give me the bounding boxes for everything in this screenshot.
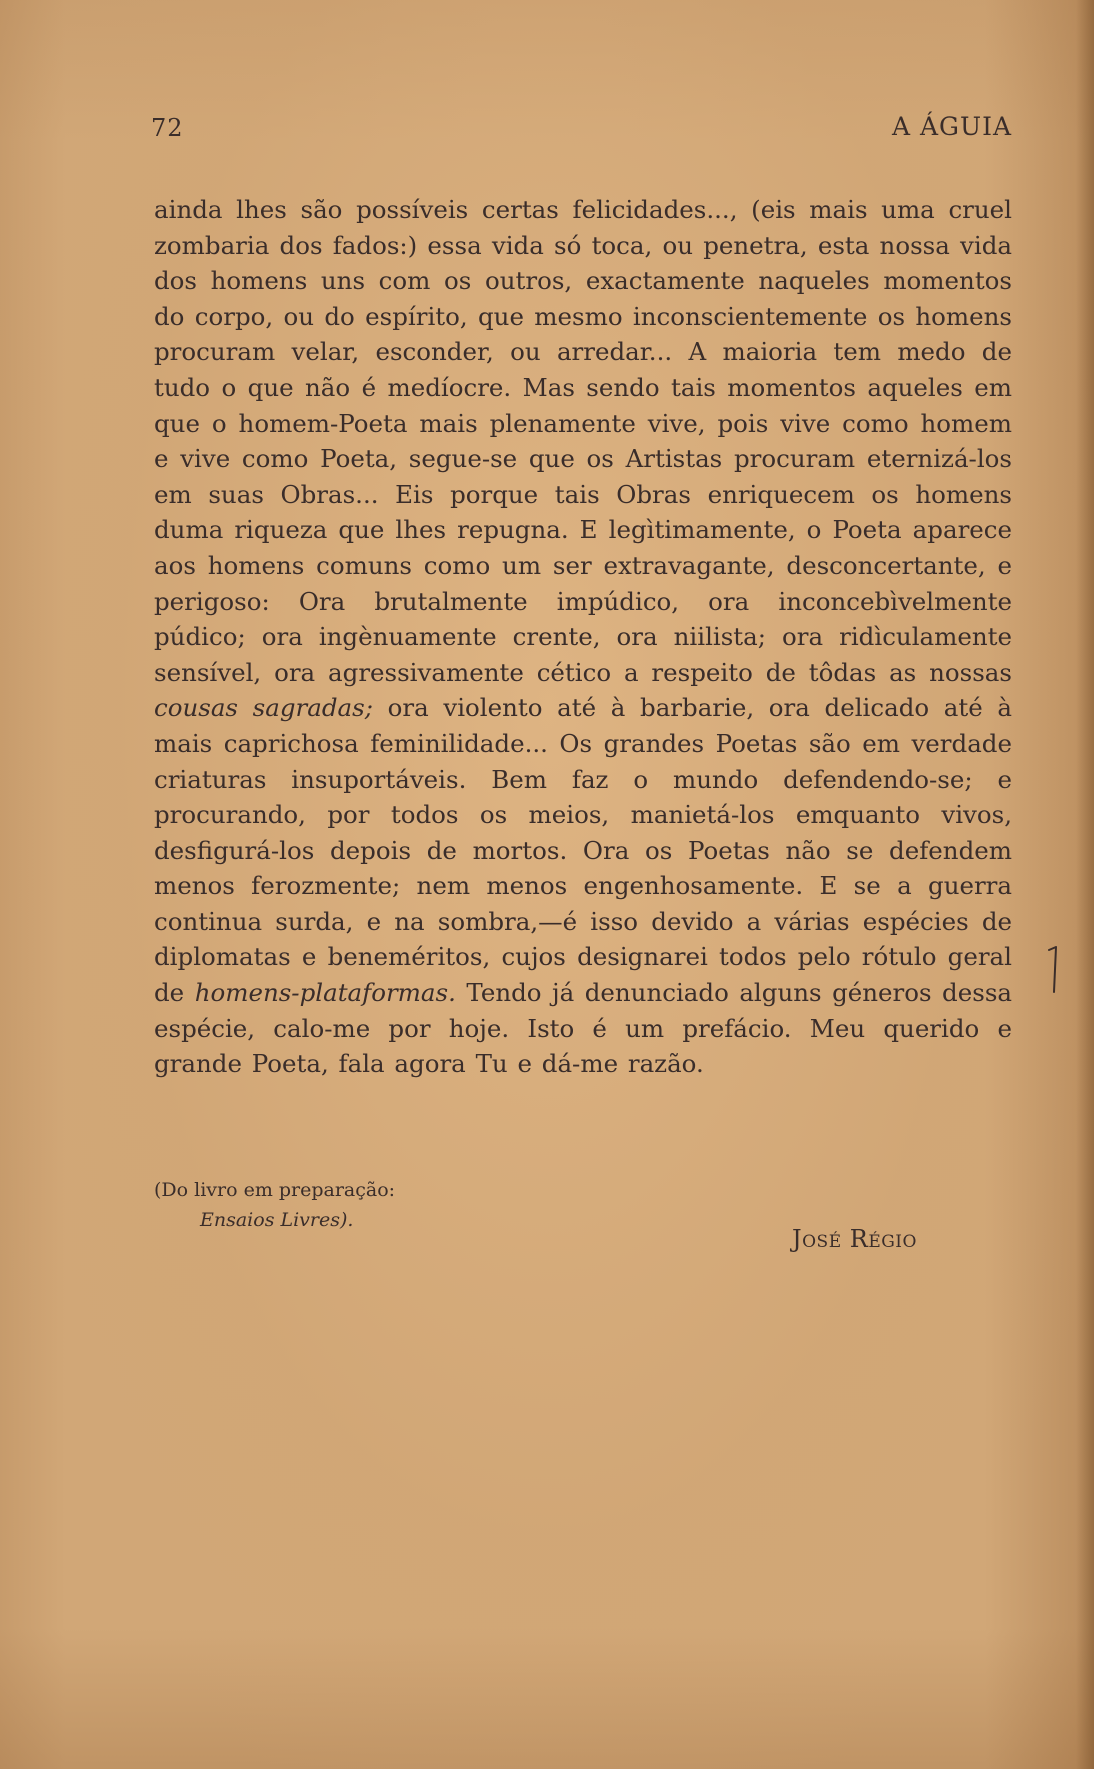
author-signature: José Régio xyxy=(792,1225,917,1253)
running-title: A ÁGUIA xyxy=(891,112,1012,141)
margin-pencil-mark xyxy=(1048,946,1062,994)
source-note xyxy=(154,1175,395,1235)
body-text-part-3: Tendo já denunciado alguns géneros dessa espécie, calo-me por hoje. Isto é um prefácio. Meu querido e grande Poeta, fala agora Tu e dá-me razão. xyxy=(154,978,1012,1079)
italic-phrase-homens-plataformas: homens-plataformas. xyxy=(194,978,456,1008)
page-edge-shadow xyxy=(1076,0,1094,1769)
body-text-part-1: ainda lhes são possíveis certas felicidades..., (eis mais uma cruel zombaria dos fados:) essa vida só toca, ou penetra, esta nossa vida dos homens uns com os outros, exactamente naqueles momentos do corpo, ou do espírito, que mesmo inconscientemente os homens procuram velar, esconder, ou arredar... A maioria tem medo de tudo o que não é medíocre. Mas sendo tais momentos aqueles em que o homem-Poeta mais plenamente vive, pois vive como homem e vive como Poeta, segue-se que os Artistas procuram eternizá-los em suas Obras... Eis porque tais Obras enriquecem os homens duma riqueza que lhes repugna. E legìtimamente, o Poeta aparece aos homens comuns como um ser extravagante, desconcertante, e perigoso: Ora brutalmente impúdico, ora inconcebìvelmente púdico; ora ingènuamente crente, ora niilista; ora ridìculamente sensível, ora agressivamente cético a respeito de tôdas as nossas xyxy=(154,195,1012,687)
source-note-line: (Do livro em preparação: xyxy=(154,1179,396,1201)
source-note-title: Ensaios Livres). xyxy=(200,1209,354,1231)
body-paragraph xyxy=(154,192,1012,1082)
body-text-part-2: ora violento até à barbarie, ora delicado até à mais caprichosa feminilidade... Os grandes Poetas são em verdade criaturas insuportáveis. Bem faz o mundo defendendo-se; e procurando, por todos os meios, manietá-los emquanto vivos, desfigurá-los depois de mortos. Ora os Poetas não se defendem menos ferozmente; nem menos engenhosamente. E se a guerra continua surda, e na sombra,—é isso devido a várias espécies de diplomatas e beneméritos, cujos designarei todos pelo rótulo geral de xyxy=(154,693,1012,1008)
page-number: 72 xyxy=(151,114,184,142)
italic-phrase-cousas-sagradas: cousas sagradas; xyxy=(154,693,373,723)
